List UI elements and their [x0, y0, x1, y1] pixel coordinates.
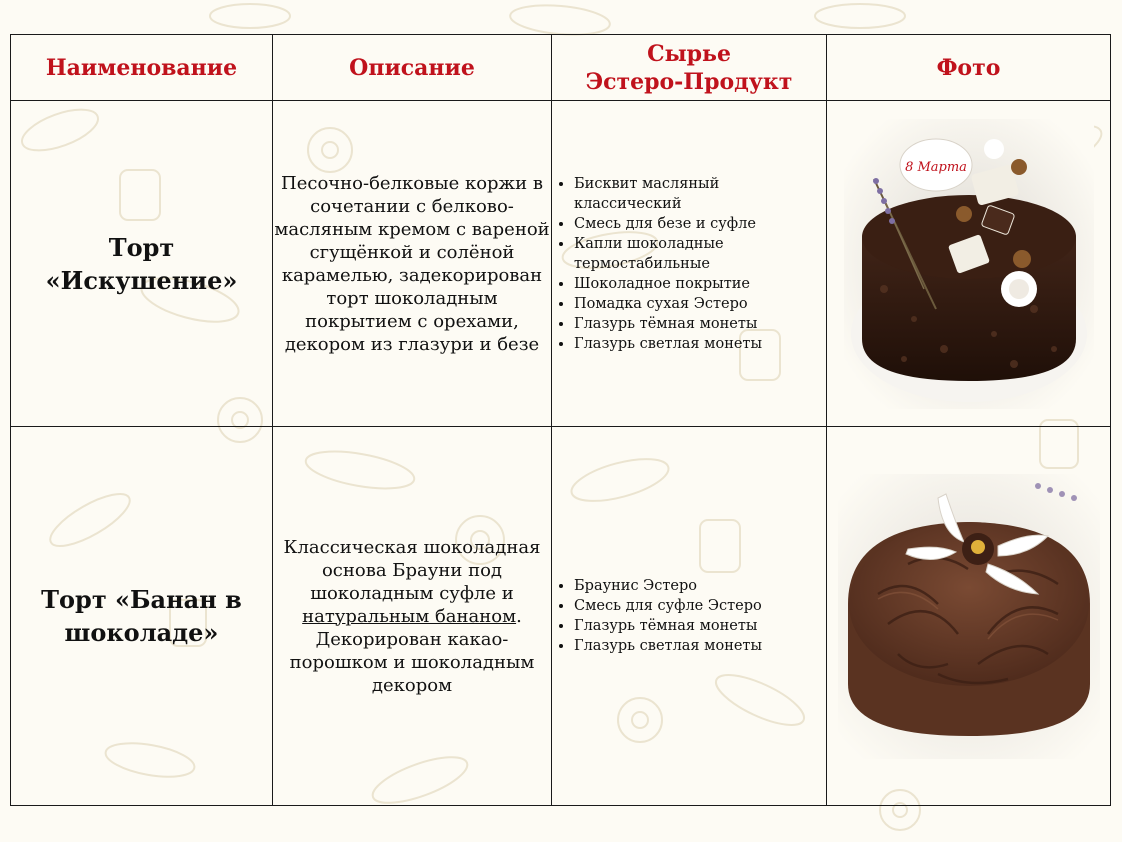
description-underlined-text: натуральным бананом — [302, 605, 517, 627]
list-item: • Смесь для суфле Эстеро — [574, 596, 826, 616]
description-text: Песочно-белковые коржи в сочетании с белково-масляным кремом с вареной сгущёнкой и солёной карамелью, задекорирован торт шоколадным покрытием с орехами, декором из глазури и безе — [274, 172, 550, 355]
list-item: • Шоколадное покрытие — [574, 274, 826, 294]
description-text-after: . Декорирован какао-порошком и шоколадным декором — [289, 605, 535, 696]
topper-text: 8 Марта — [904, 159, 967, 175]
list-item: • Помадка сухая Эстеро — [574, 294, 826, 314]
cakes-table — [10, 34, 1111, 806]
header-ingredients: Сырье Эстеро-Продукт — [552, 35, 827, 101]
cake-description — [273, 427, 552, 806]
header-name: Наименование — [11, 35, 273, 101]
table-row — [11, 427, 1111, 806]
ingredients-list — [552, 174, 826, 354]
cake-description — [273, 101, 552, 427]
ingredients-cell — [552, 427, 827, 806]
cake-name: Торт «Искушение» — [11, 101, 273, 427]
description-text: Классическая шоколадная основа Брауни под шоколадным суфле и — [283, 536, 541, 604]
list-item: • Глазурь светлая монеты — [574, 334, 826, 354]
header-description: Описание — [273, 35, 552, 101]
list-item: • Смесь для безе и суфле — [574, 214, 826, 234]
cake-banana-chocolate-photo — [838, 474, 1100, 759]
list-item: • Капли шоколадные термостабильные — [574, 234, 826, 274]
ingredients-cell — [552, 101, 827, 427]
table-row — [11, 101, 1111, 427]
cake-name: Торт «Банан в шоколаде» — [11, 427, 273, 806]
photo-cell — [827, 427, 1111, 806]
photo-cell — [827, 101, 1111, 427]
header-photo: Фото — [827, 35, 1111, 101]
list-item: • Браунис Эстеро — [574, 576, 826, 596]
list-item: • Глазурь тёмная монеты — [574, 616, 826, 636]
ingredients-list — [552, 576, 826, 656]
cake-temptation-photo — [844, 119, 1094, 409]
list-item: • Бисквит масляный классический — [574, 174, 826, 214]
list-item: • Глазурь светлая монеты — [574, 636, 826, 656]
list-item: • Глазурь тёмная монеты — [574, 314, 826, 334]
